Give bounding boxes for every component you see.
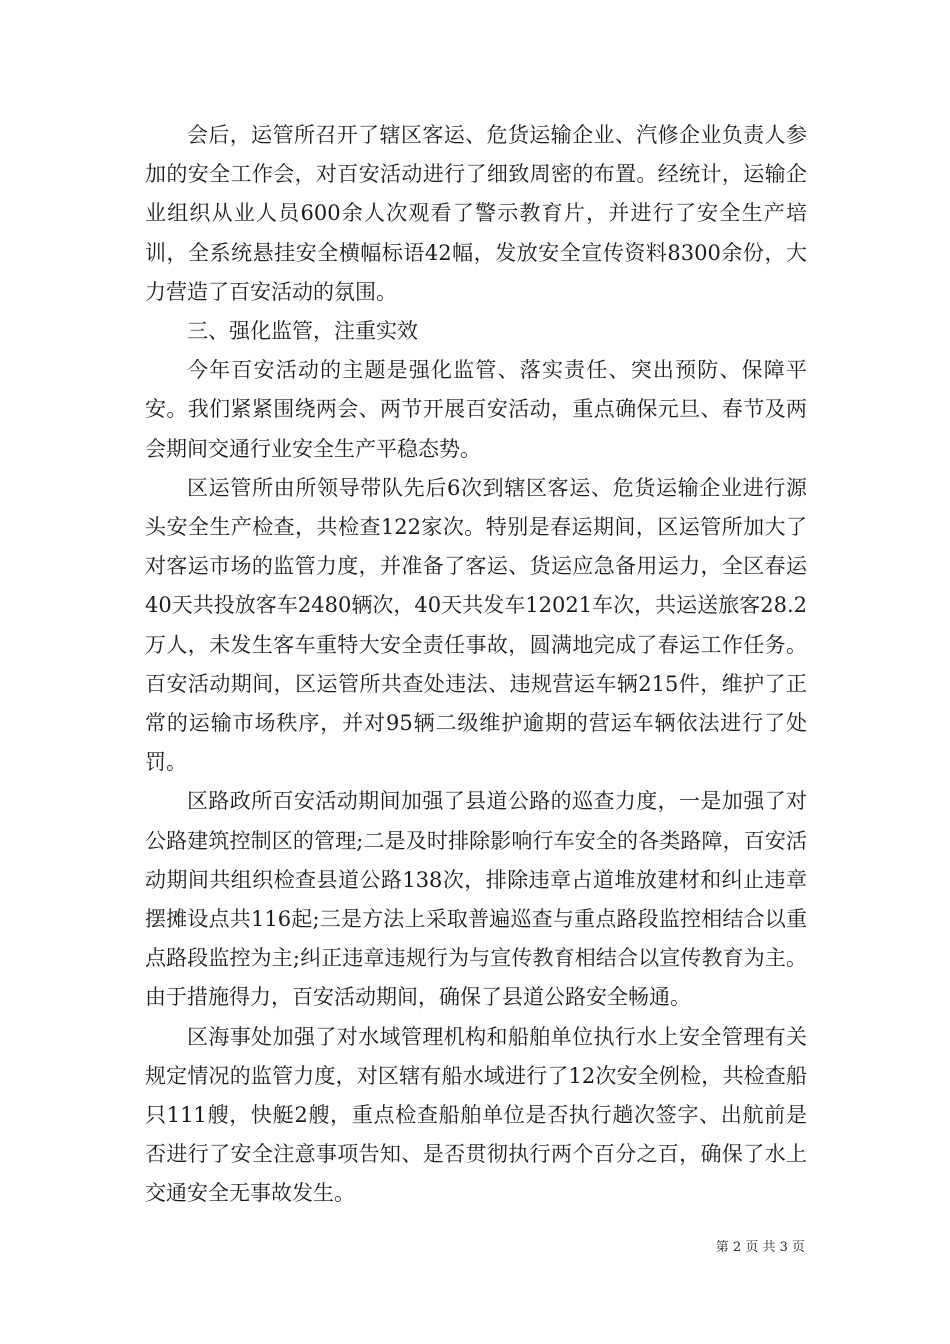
paragraph-theme: 今年百安活动的主题是强化监管、落实责任、突出预防、保障平安。我们紧紧围绕两会、两节开展百安活动，重点确保元旦、春节及两会期间交通行业安全生产平稳态势。 [145, 358, 807, 461]
paragraph-meeting: 会后，运管所召开了辖区客运、危货运输企业、汽修企业负责人参加的安全工作会，对百安活动进行了细致周密的布置。经统计，运输企业组织从业人员600余人次观看了警示教育片，并进行了安全生产培训，全系统悬挂安全横幅标语42幅，发放安全宣传资料8300余份，大力营造了百安活动的氛围。 [145, 123, 807, 304]
section-heading: 三、强化监管，注重实效 [187, 319, 418, 344]
paragraph-maritime: 区海事处加强了对水域管理机构和船舶单位执行水上安全管理有关规定情况的监管力度，对区辖有船水域进行了12次安全例检，共检查船只111艘，快艇2艘，重点检查船舶单位是否执行趟次签字、出航前是否进行了安全注意事项告知、是否贯彻执行两个百分之百，确保了水上交通安全无事故发生。 [145, 1024, 807, 1206]
paragraph-transport-management: 区运管所由所领导带队先后6次到辖区客运、危货运输企业进行源头安全生产检查，共检查122家次。特别是春运期间，区运管所加大了对客运市场的监管力度，并准备了客运、货运应急备用运力，全区春运40天共投放客车2480辆次，40天共发车12021车次，共运送旅客28.2万人，未发生客车重特大安全责任事故，圆满地完成了春运工作任务。百安活动期间，区运管所共查处违法、违规营运车辆215件，维护了正常的运输市场秩序，并对95辆二级维护逾期的营运车辆依法进行了处罚。 [145, 475, 807, 775]
document-body [145, 116, 807, 1214]
paragraph-road-administration: 区路政所百安活动期间加强了县道公路的巡查力度，一是加强了对公路建筑控制区的管理;二是及时排除影响行车安全的各类路障，百安活动期间共组织检查县道公路138次，排除违章占道堆放建材和纠止违章摆摊设点共116起;三是方法上采取普遍巡查与重点路段监控相结合以重点路段监控为主;纠正违章违规行为与宣传教育相结合以宣传教育为主。由于措施得力，百安活动期间，确保了县道公路安全畅通。 [145, 789, 807, 1010]
page-number-footer: 第 2 页 共 3 页 [715, 1240, 805, 1255]
